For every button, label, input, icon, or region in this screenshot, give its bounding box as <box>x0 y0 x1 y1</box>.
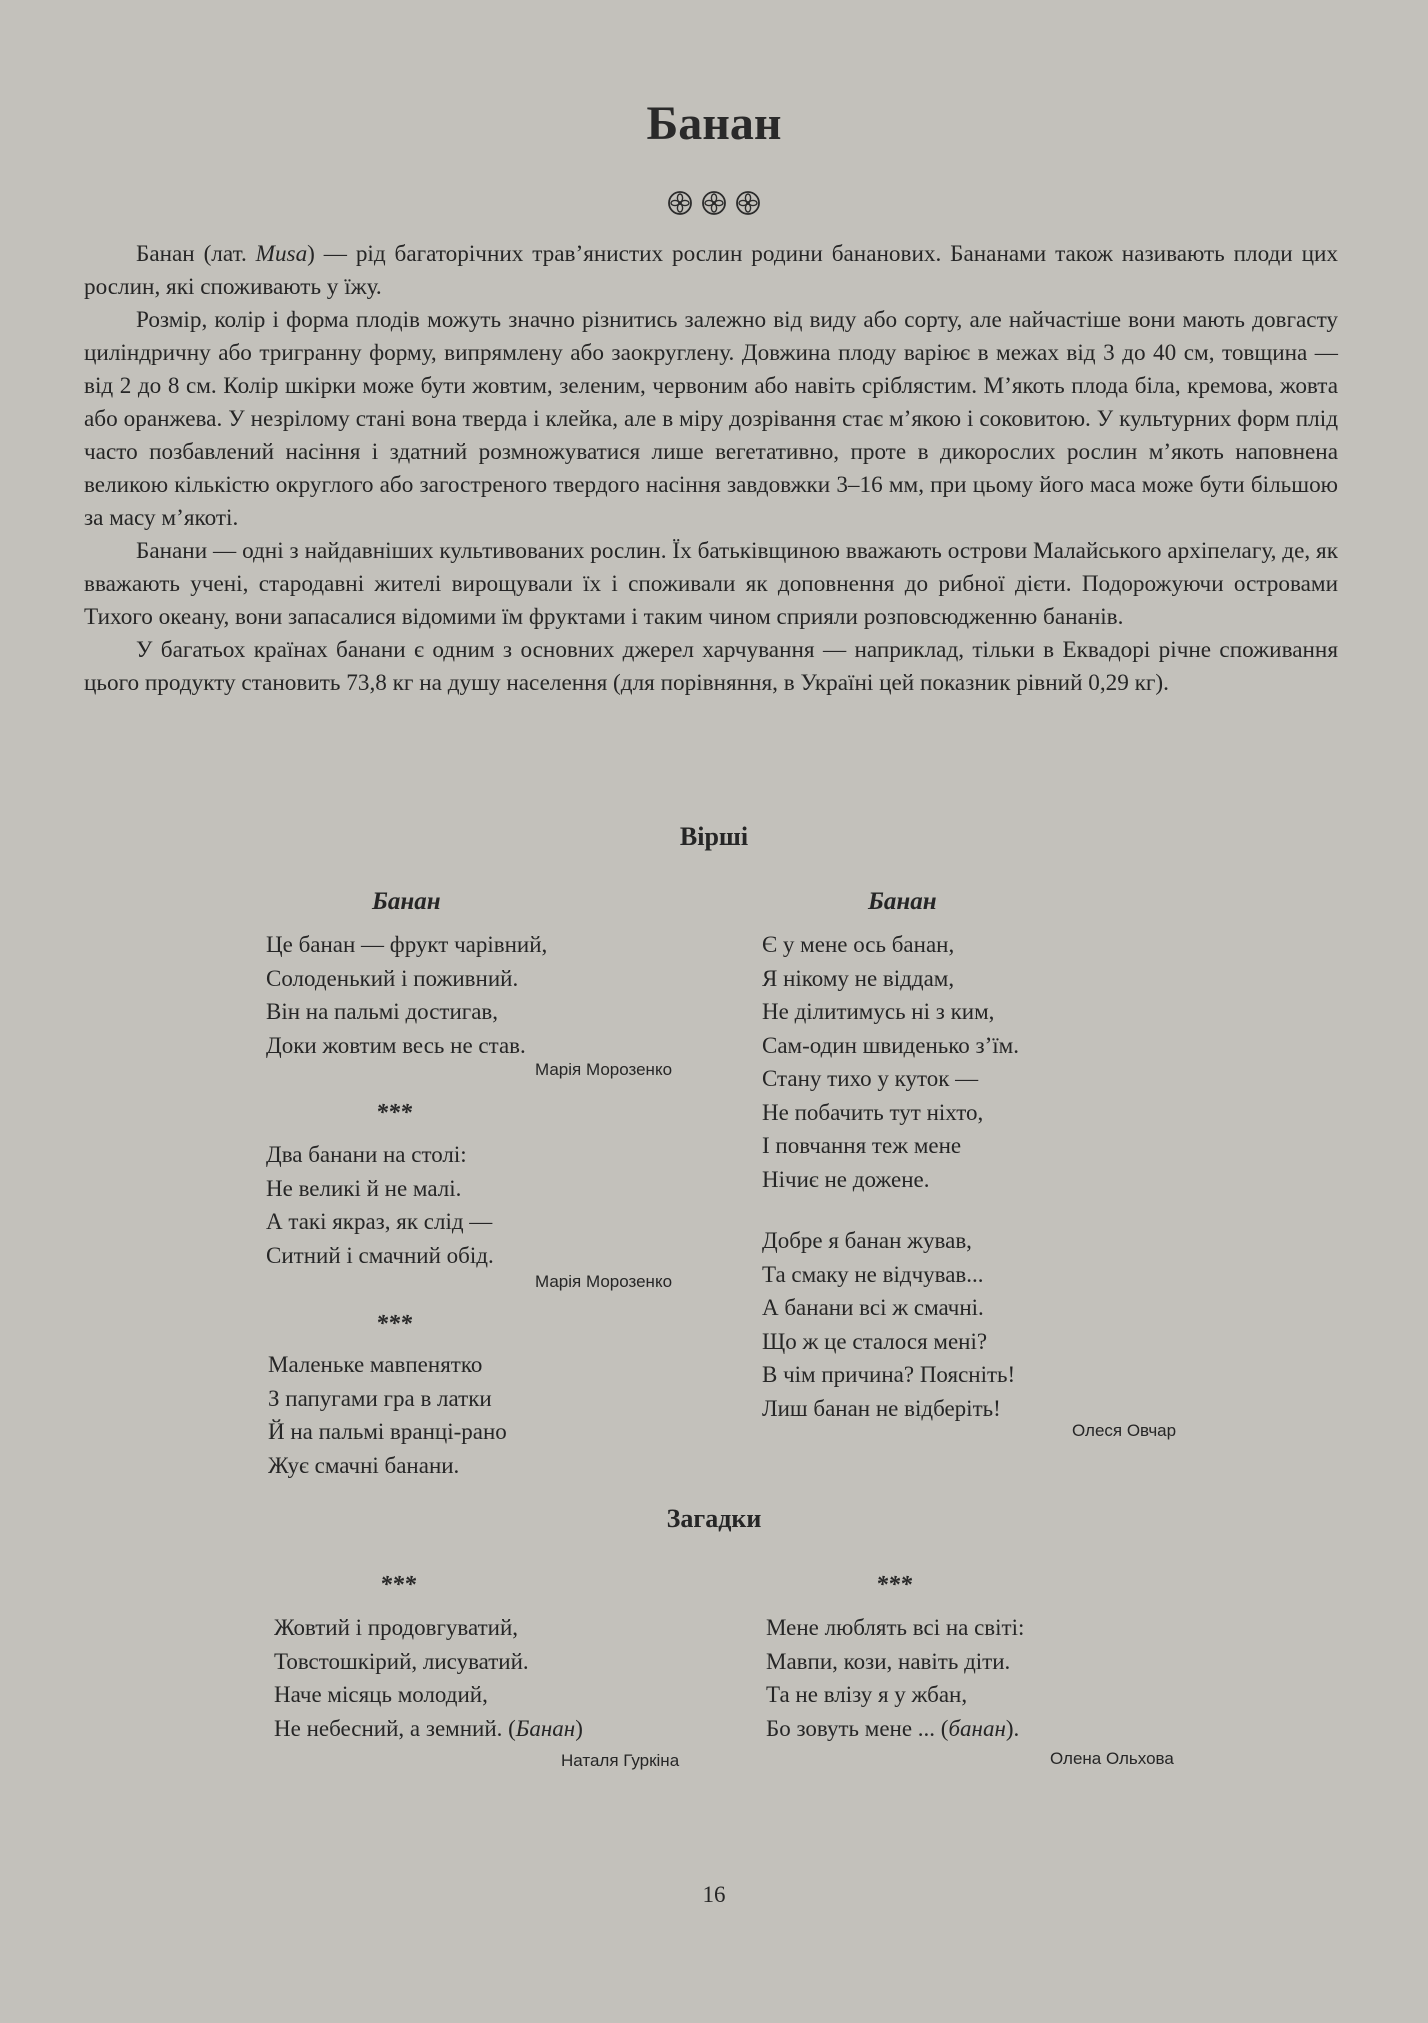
poem-title: Банан <box>372 888 441 915</box>
riddle-author: Олена Ольхова <box>1050 1749 1174 1768</box>
separator-stars: *** <box>376 1100 412 1126</box>
poem-stanza: Добре я банан жував, Та смаку не відчував... А банани всі ж смачні. Що ж це сталося мені? В чім причина? Поясніть! Лиш банан не відберіть! <box>762 1228 1016 1421</box>
riddle-answer: банан <box>948 1715 1006 1741</box>
ornament <box>0 190 1428 216</box>
poem-stanza: Маленьке мавпенятко З папугами гра в латки Й на пальмі вранці-рано Жує смачні банани. <box>268 1352 507 1478</box>
paragraph: У багатьох країнах банани є одним з основних джерел харчування — наприклад, тільки в Еквадорі річне споживання цього продукту становить 73,8 кг на душу населення (для порівняння, в Україні цей показник рівний 0,29 кг). <box>84 637 1338 696</box>
riddle-author: Наталя Гуркіна <box>561 1751 680 1770</box>
paragraph: Розмір, колір і форма плодів можуть значно різнитись залежно від виду або сорту, але найчастіше вони мають довгасту циліндричну або тригранну форму, випрямлену або заокруглену. Довжина плоду варіює в межах від 3 до 40 см, товщина — від 2 до 8 см. Колір шкірки може бути жовтим, зеленим, червоним або навіть сріблястим. М’якоть плода біла, кремова, жовта або оранжева. У незрілому стані вона тверда і клейка, але в міру дозрівання стає м’якою і соковитою. У культурних форм плід часто позбавлений насіння і здатний розмножуватися лише вегетативно, проте в дикорослих рослин м’якоть наповнена великою кількістю округлого або загостреного твердого насіння завдовжки 3–16 мм, при цьому його маса може бути більшою за масу м’якоті. <box>84 307 1338 531</box>
intro-text <box>84 238 1338 700</box>
flower-icon <box>735 190 761 216</box>
page-title: Банан <box>646 97 782 150</box>
poem-stanza: Є у мене ось банан, Я нікому не віддам, Не ділитимусь ні з ким, Сам-один швиденько з’їм. Стану тихо у куток — Не побачить тут ніхто, І повчання теж мене Нічиє не дожене. <box>762 932 1019 1192</box>
poem-stanza: Два банани на столі: Не великі й не малі. А такі якраз, як слід — Ситний і смачний обід. <box>266 1142 494 1268</box>
latin-name: Musa <box>255 241 308 267</box>
separator-stars: *** <box>376 1311 412 1337</box>
flower-icon <box>701 190 727 216</box>
separator-stars: *** <box>380 1572 416 1598</box>
poem-author: Олеся Овчар <box>1072 1421 1177 1440</box>
riddles-heading: Загадки <box>666 1504 762 1533</box>
poem-stanza: Це банан — фрукт чарівний, Солоденький і поживний. Він на пальмі достигав, Доки жовтим весь не став. <box>266 932 548 1058</box>
paragraph: Банан (лат. Musa) — рід багаторічних трав’янистих рослин родини бананових. Бананами також називають плоди цих рослин, які споживають у їжу. <box>84 241 1338 300</box>
poems-heading: Вірші <box>679 822 749 851</box>
riddle-text: Мене люблять всі на світі: Мавпи, кози, навіть діти. Та не влізу я у жбан, Бо зовуть мене ... (банан). <box>766 1615 1025 1741</box>
flower-icon <box>667 190 693 216</box>
separator-stars: *** <box>876 1572 912 1598</box>
riddle-answer: Банан <box>515 1715 576 1741</box>
poem-author: Марія Морозенко <box>535 1272 673 1291</box>
poem-title: Банан <box>868 888 937 915</box>
page-number: 16 <box>702 1882 726 1907</box>
riddle-text: Жовтий і продовгуватий, Товстошкірий, лисуватий. Наче місяць молодий, Не небесний, а земний. (Банан) <box>274 1615 583 1741</box>
paragraph: Банани — одні з найдавніших культивованих рослин. Їх батьківщиною вважають острови Малайського архіпелагу, де, як вважають учені, стародавні жителі вирощували їх і споживали як доповнення до рибної дієти. Подорожуючи островами Тихого океану, вони запасалися відомими їм фруктами і таким чином сприяли розповсюдженню бананів. <box>84 538 1338 630</box>
poem-author: Марія Морозенко <box>535 1060 673 1079</box>
